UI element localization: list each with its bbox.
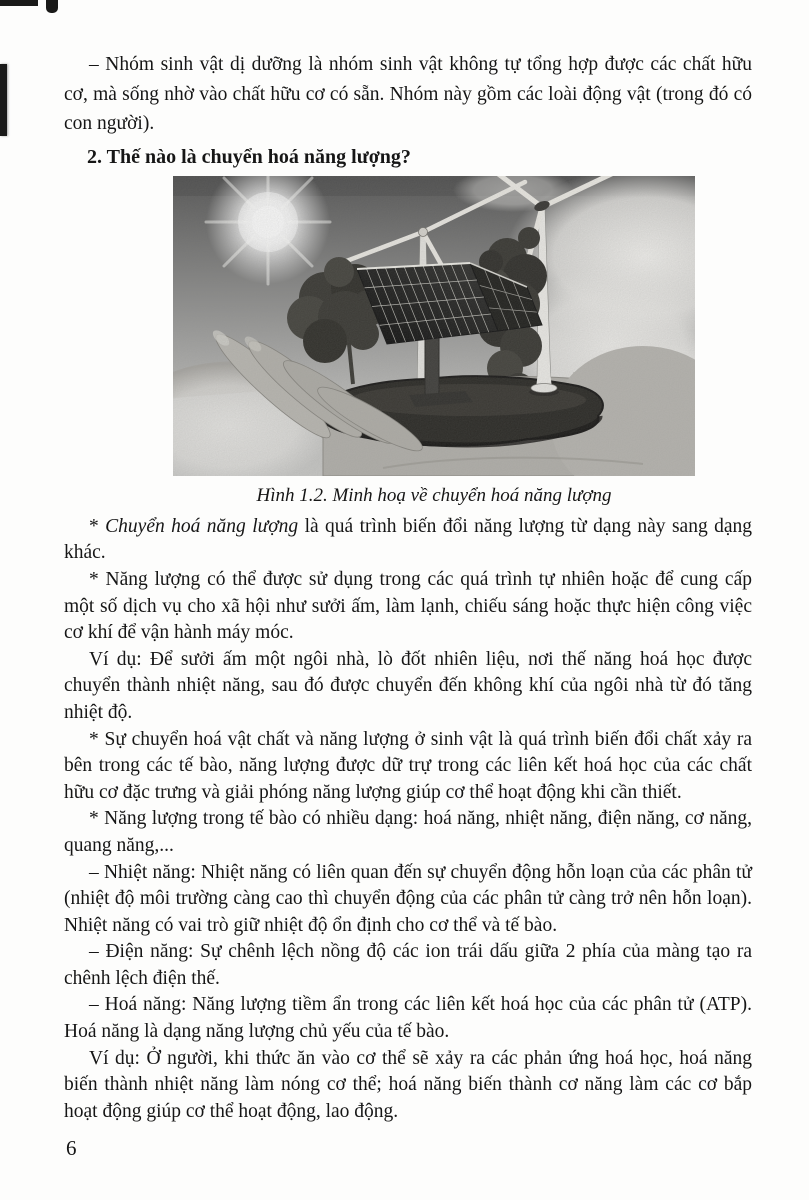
paragraph-text: là quá trình biến đổi năng lượng từ dạng này sang dạng khác. <box>64 515 753 564</box>
figure-image <box>173 176 695 476</box>
page-number: 6 <box>66 1136 77 1160</box>
paragraph: Ví dụ: Ở người, khi thức ăn vào cơ thể sẽ xảy ra các phản ứng hoá học, hoá năng biến thành nhiệt năng làm nóng cơ thể; hoá năng biến thành cơ năng làm các cơ bắp hoạt động giúp cơ thể hoạt động, lao động. <box>64 1047 752 1122</box>
paragraph: – Nhiệt năng: Nhiệt năng có liên quan đến sự chuyển động hỗn loạn của các phân tử (nhiệt độ môi trường càng cao thì chuyển động của các phân tử càng trở nên hỗn loạn). Nhiệt năng có vai trò giữ nhiệt độ ổn định cho cơ thể và tế bào. <box>64 861 752 936</box>
scan-artifact-top-left <box>0 0 38 6</box>
figure-caption: Hình 1.2. Minh hoạ về chuyển hoá năng lượng <box>256 484 612 506</box>
paragraph: * Năng lượng trong tế bào có nhiều dạng: hoá năng, nhiệt năng, điện năng, cơ năng, quang năng,... <box>64 808 752 856</box>
paragraph <box>64 514 752 567</box>
bullet: * <box>89 515 106 537</box>
paragraph-intro: – Nhóm sinh vật dị dưỡng là nhóm sinh vật không tự tổng hợp được các chất hữu cơ, mà sống nhờ vào chất hữu cơ có sẵn. Nhóm này gồm các loài động vật (trong đó có con người). <box>64 54 752 135</box>
paragraph: * Năng lượng có thể được sử dụng trong các quá trình tự nhiên hoặc để cung cấp một số dịch vụ cho xã hội như sưởi ấm, làm lạnh, chiếu sáng hoặc thực hiện công việc cơ khí để vận hành máy móc. <box>64 568 752 644</box>
paragraph: – Hoá năng: Năng lượng tiềm ẩn trong các liên kết hoá học của các phân tử (ATP). Hoá năng là dạng năng lượng chủ yếu của tế bào. <box>64 994 752 1043</box>
paragraph: – Điện năng: Sự chênh lệch nồng độ các ion trái dấu giữa 2 phía của màng tạo ra chênh lệch điện thế. <box>64 941 752 989</box>
scan-artifact-left-edge <box>0 64 7 136</box>
figure-energy-illustration <box>173 176 695 508</box>
scan-artifact-top-mark <box>46 0 58 13</box>
paragraph: Ví dụ: Để sưởi ấm một ngôi nhà, lò đốt nhiên liệu, nơi thế năng hoá học được chuyển thành nhiệt năng, sau đó được chuyển đến không khí của ngôi nhà từ đó tăng nhiệt độ. <box>64 648 752 723</box>
italic-term: Chuyển hoá năng lượng <box>105 515 299 537</box>
section-heading: 2. Thế nào là chuyển hoá năng lượng? <box>87 145 411 168</box>
figure-grain-overlay <box>173 176 695 476</box>
page-content <box>64 50 752 1125</box>
paragraph: * Sự chuyển hoá vật chất và năng lượng ở sinh vật là quá trình biến đổi chất xảy ra bên trong các tế bào, năng lượng được dữ trự trong các liên kết hoá học của các chất hữu cơ đặc trưng và giải phóng năng lượng giúp cơ thể hoạt động khi cần thiết. <box>64 728 752 803</box>
